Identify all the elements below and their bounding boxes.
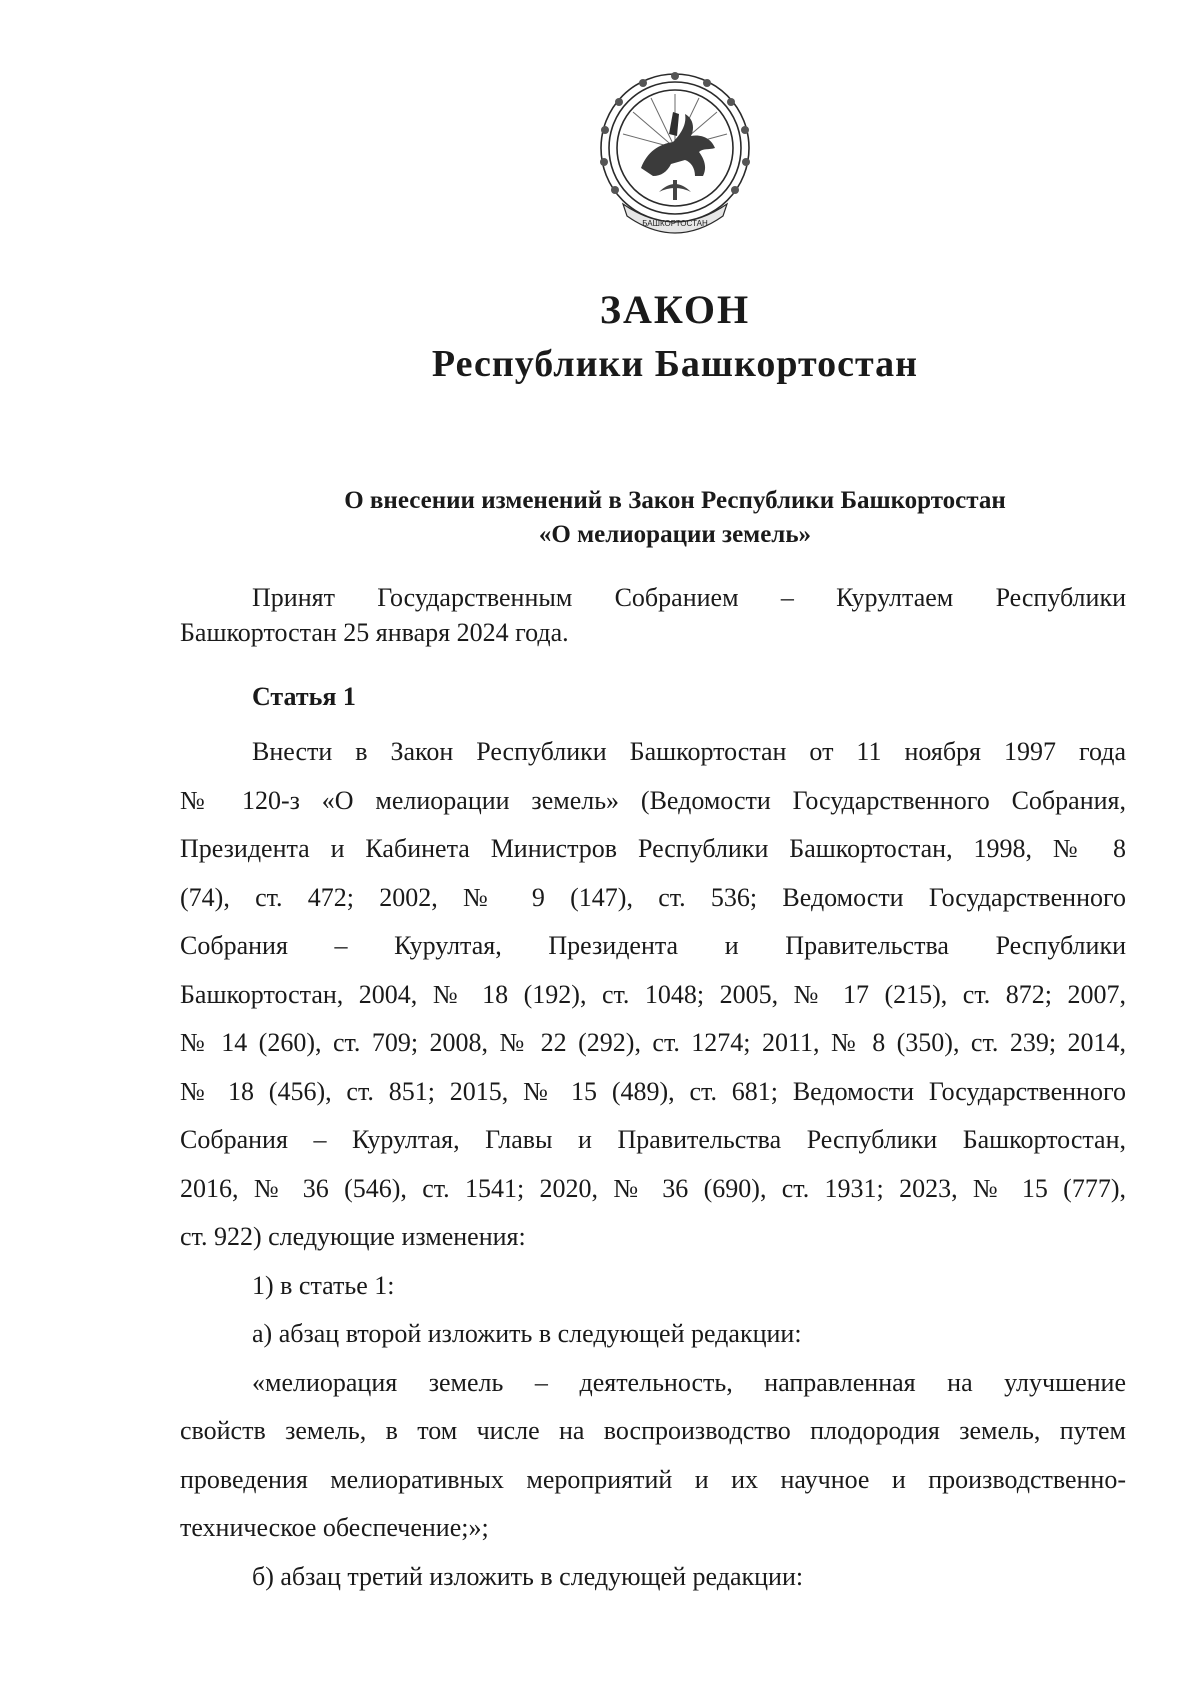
article-line: Собрания – Курултая, Главы и Правительства Республики Башкортостан, [180,1125,1126,1154]
item-a: а) абзац второй изложить в следующей редакции: [252,1319,802,1348]
quote-line: «мелиорация земель – деятельность, направленная на улучшение [252,1367,1126,1397]
quote-line: проведения мелиоративных мероприятий и их научное и производственно- [180,1464,1126,1494]
article-line: № 120-з «О мелиорации земель» (Ведомости Государственного Собрания, [180,785,1126,815]
adoption-line-1: Принят Государственным Собранием – Курултаем Республики [252,583,1126,612]
article-line: № 18 (456), ст. 851; 2015, № 15 (489), ст. 681; Ведомости Государственного [180,1076,1126,1106]
article-line: (74), ст. 472; 2002, № 9 (147), ст. 536; Ведомости Государственного [180,882,1126,912]
item-1: 1) в статье 1: [252,1270,395,1300]
document-title: ЗАКОН [599,287,751,332]
item-b: б) абзац третий изложить в следующей редакции: [252,1561,804,1591]
article-line: Президента и Кабинета Министров Республики Башкортостан, 1998, № 8 [180,834,1126,863]
emblem-ribbon-text: БАШКОРТОСТАН [642,219,708,228]
bashkortostan-coat-of-arms-icon [589,64,761,240]
article-body [180,728,1126,1601]
article-line: № 14 (260), ст. 709; 2008, № 22 (292), ст. 1274; 2011, № 8 (350), ст. 239; 2014, [180,1028,1126,1057]
article-line: Башкортостан, 2004, № 18 (192), ст. 1048; 2005, № 17 (215), ст. 872; 2007, [180,979,1126,1009]
quote-line: техническое обеспечение;»; [180,1513,489,1542]
adoption-line-2: Башкортостан 25 января 2024 года. [180,618,569,647]
quote-line: свойств земель, в том числе на воспроизводство плодородия земель, путем [180,1416,1126,1445]
article-line: Собрания – Курултая, Президента и Правительства Республики [180,931,1126,960]
article-line: ст. 922) следующие изменения: [180,1222,526,1251]
law-subject-line-2: «О мелиорации земель» [538,521,812,548]
adoption-notice [180,580,1126,650]
article-line: Внести в Закон Республики Башкортостан от 11 ноября 1997 года [252,737,1126,766]
document-issuer: Республики Башкортостан [431,343,919,385]
article-heading: Статья 1 [252,682,356,711]
law-subject-line-1: О внесении изменений в Закон Республики Башкортостан [344,487,1006,514]
article-line: 2016, № 36 (546), ст. 1541; 2020, № 36 (690), ст. 1931; 2023, № 15 (777), [180,1173,1126,1203]
